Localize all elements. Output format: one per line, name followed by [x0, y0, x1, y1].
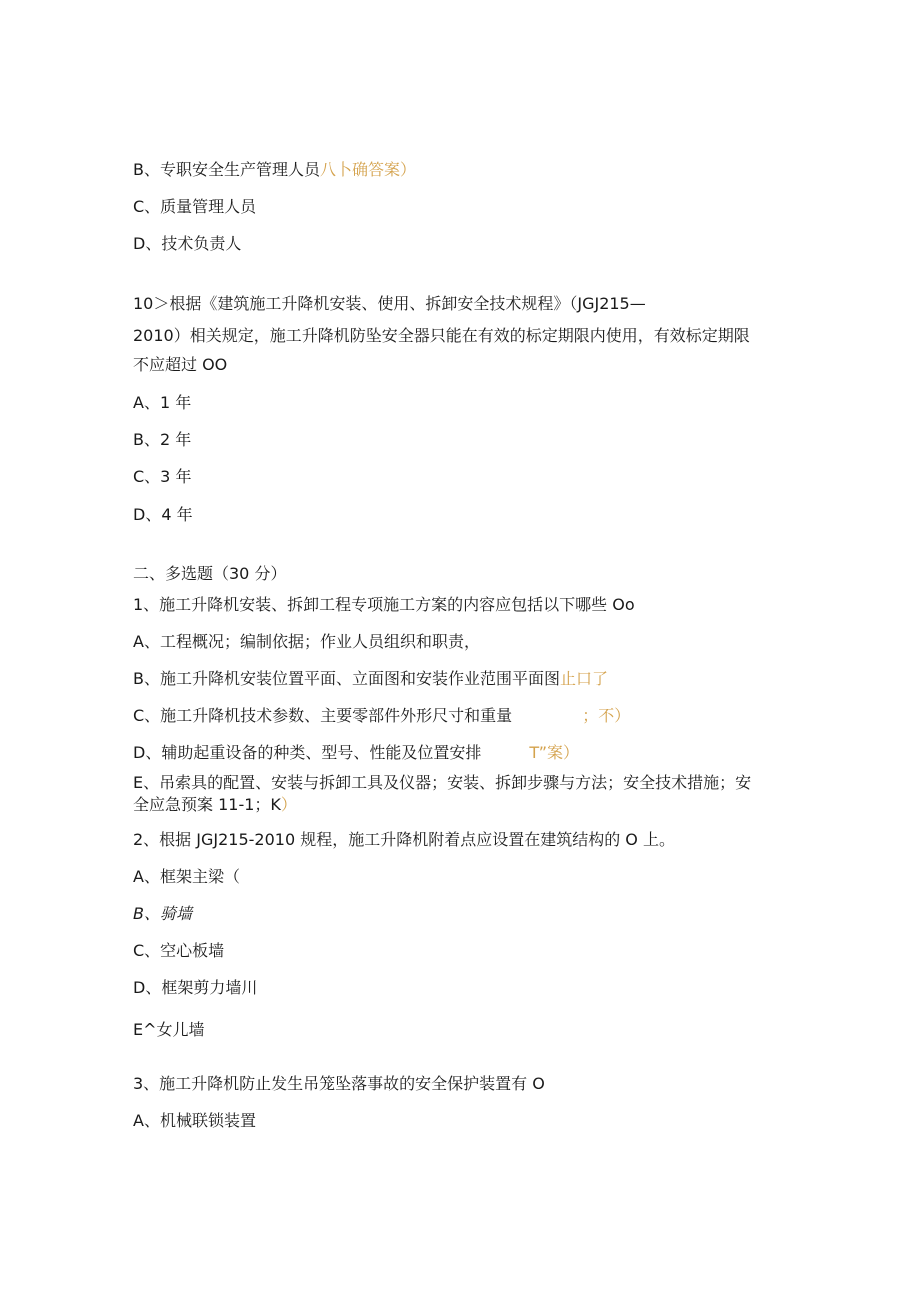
- q10-option-a: A、1 年: [133, 393, 192, 412]
- q10-option-c: C、3 年: [133, 467, 192, 486]
- mq2-option-a: A、框架主梁（: [133, 867, 240, 886]
- mq2-option-b: B、骑墙: [133, 904, 192, 923]
- mq1-option-a: A、工程概况；编制依据；作业人员组织和职责，: [133, 632, 480, 651]
- mq1-option-c-answer-mark: ；不）: [582, 706, 631, 725]
- q9-option-d: D、技术负责人: [133, 234, 242, 253]
- q10-stem-line2: 2010）相关规定，施工升降机防坠安全器只能在有效的标定期限内使用，有效标定期限: [133, 326, 750, 345]
- mq2-option-c: C、空心板墙: [133, 941, 225, 960]
- mq3-stem: 3、施工升降机防止发生吊笼坠落事故的安全保护装置有 O: [133, 1074, 545, 1093]
- mq2-stem: 2、根据 JGJ215-2010 规程，施工升降机附着点应设置在建筑结构的 O 上。: [133, 830, 675, 849]
- q9-option-b: [133, 160, 416, 180]
- section-heading-multiple-choice: 二、多选题（30 分）: [133, 564, 287, 583]
- mq1-option-b-answer-mark: 止口了: [559, 669, 608, 688]
- q10-stem-line1: 10＞根据《建筑施工升降机安装、使用、拆卸安全技术规程》（JGJ215—: [133, 294, 646, 313]
- q9-option-c: C、质量管理人员: [133, 197, 257, 216]
- q10-option-b: B、2 年: [133, 430, 192, 449]
- mq1-option-e-line2: [133, 795, 297, 815]
- q10-option-d: D、4 年: [133, 505, 193, 524]
- q10-stem-line3: 不应超过 OO: [133, 355, 228, 374]
- mq1-option-d-text: D、辅助起重设备的种类、型号、性能及位置安排: [133, 743, 482, 762]
- mq1-option-e-answer-mark: ）: [280, 795, 297, 814]
- mq1-option-d: [133, 743, 579, 763]
- mq1-option-b: [133, 669, 608, 689]
- mq1-option-e-line1: E、吊索具的配置、安装与拆卸工具及仪器；安装、拆卸步骤与方法；安全技术措施；安: [133, 773, 752, 792]
- q9-option-b-answer-mark: 八卜确答案）: [319, 160, 416, 179]
- mq3-option-a: A、机械联锁装置: [133, 1111, 256, 1130]
- mq1-stem: 1、施工升降机安装、拆卸工程专项施工方案的内容应包括以下哪些 Oo: [133, 595, 635, 614]
- mq2-option-d: D、框架剪力墙川: [133, 978, 258, 997]
- mq2-option-e: E^女儿墙: [133, 1020, 205, 1039]
- mq1-option-e-line2-text: 全应急预案 11-1；K: [133, 795, 281, 814]
- mq1-option-c: [133, 706, 630, 726]
- mq1-option-b-text: B、施工升降机安装位置平面、立面图和安装作业范围平面图: [133, 669, 560, 688]
- q9-option-b-text: B、专职安全生产管理人员: [133, 160, 320, 179]
- mq1-option-d-answer-mark: T”案）: [529, 743, 580, 762]
- mq1-option-c-text: C、施工升降机技术参数、主要零部件外形尺寸和重量: [133, 706, 513, 725]
